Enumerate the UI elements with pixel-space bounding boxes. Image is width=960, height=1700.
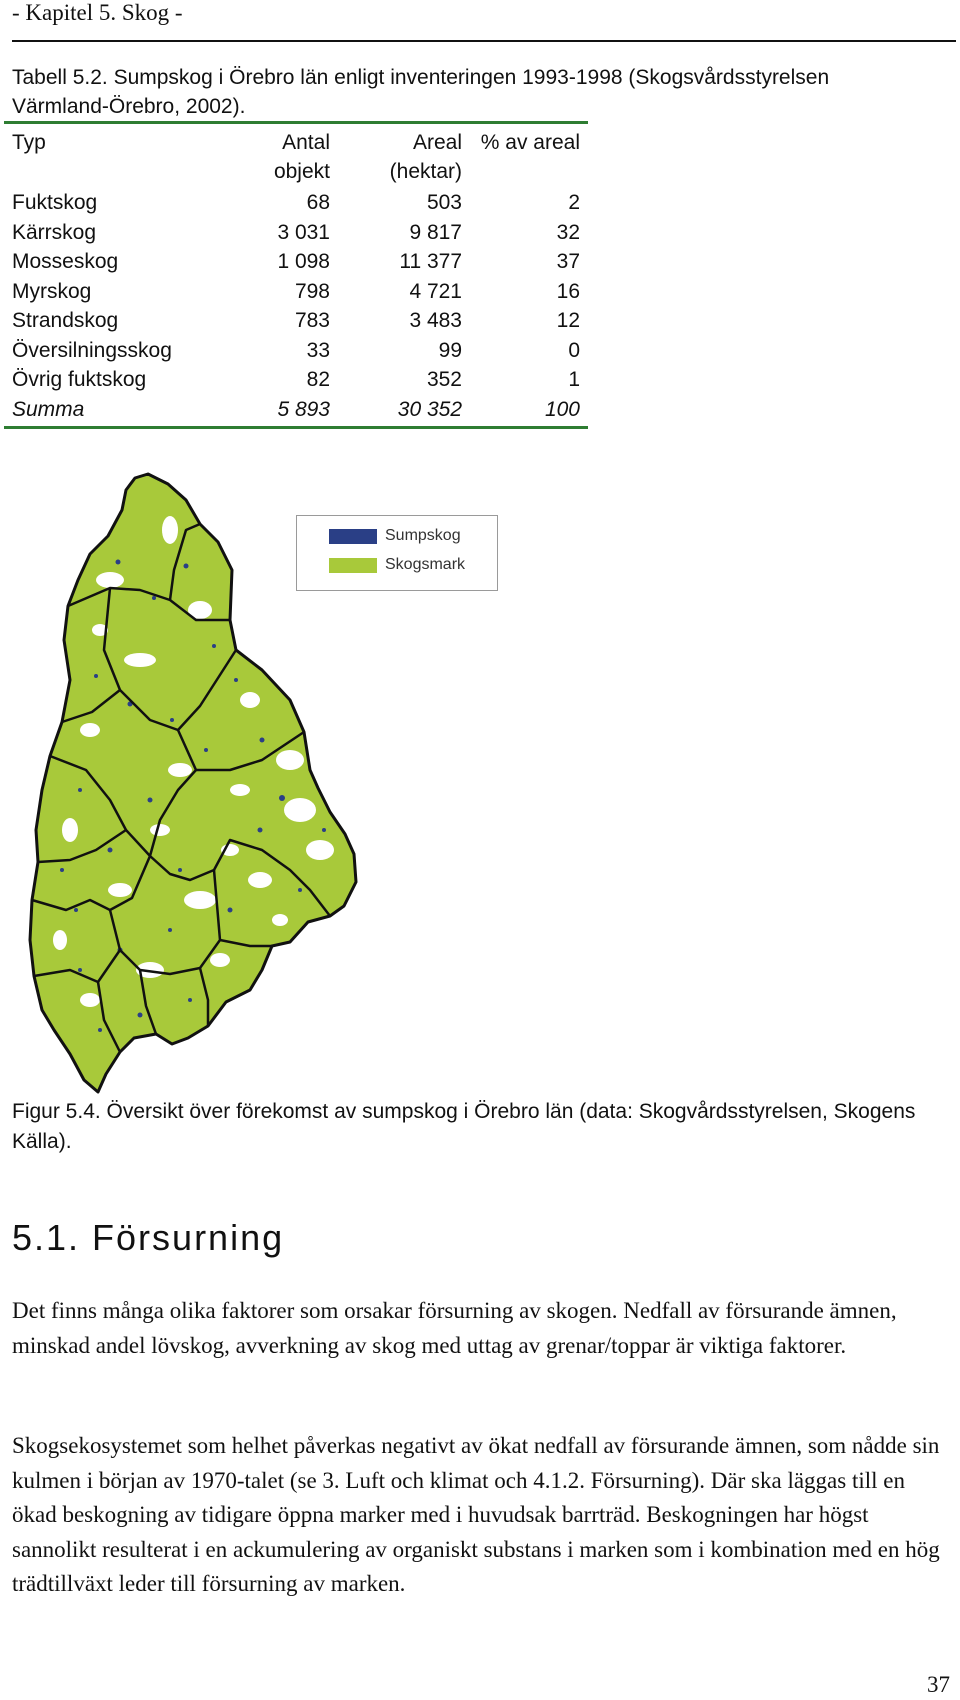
table-row <box>4 218 588 248</box>
cell-areal: 4 721 <box>409 279 462 303</box>
cell-typ: Fuktskog <box>12 191 98 214</box>
page-number: 37 <box>927 1672 950 1697</box>
cell-areal: 99 <box>438 338 462 362</box>
table-row <box>4 365 588 395</box>
sumpskog-table <box>4 121 588 429</box>
table-row <box>4 277 588 307</box>
header-rule <box>12 40 956 42</box>
legend-label-skogsmark: Skogsmark <box>385 556 466 573</box>
cell-antal: 783 <box>294 309 330 332</box>
legend-item-skogsmark <box>329 556 465 574</box>
cell-areal: 3 483 <box>409 309 462 332</box>
cell-procent: 16 <box>556 279 580 303</box>
table-header-row <box>4 123 588 187</box>
cell-procent: 2 <box>568 191 580 214</box>
header-antal: Antal objekt <box>273 131 330 183</box>
table-row <box>4 247 588 277</box>
cell-antal: 68 <box>306 191 330 214</box>
legend-swatch-skogsmark <box>329 558 377 573</box>
cell-antal: 798 <box>294 279 330 303</box>
cell-typ: Myrskog <box>12 279 92 303</box>
header-typ: Typ <box>12 131 46 154</box>
cell-procent: 12 <box>556 309 580 332</box>
cell-typ: Mosseskog <box>12 250 119 273</box>
legend-item-sumpskog <box>329 527 461 545</box>
section-title: 5.1. Försurning <box>12 1217 285 1258</box>
cell-typ: Strandskog <box>12 309 119 332</box>
cell-areal: 352 <box>426 368 462 391</box>
header-areal: Areal (hektar) <box>389 131 462 183</box>
legend-swatch-sumpskog <box>329 529 377 544</box>
table-total-row <box>4 395 588 428</box>
cell-areal: 503 <box>426 191 462 214</box>
map-legend <box>296 515 498 591</box>
cell-typ: Översilningsskog <box>12 338 172 362</box>
running-head: - Kapitel 5. Skog - <box>12 0 183 25</box>
cell-procent: 1 <box>568 368 580 391</box>
cell-antal: 5 893 <box>277 397 330 421</box>
cell-antal: 1 098 <box>277 250 330 273</box>
cell-antal: 3 031 <box>277 220 330 244</box>
figure-caption: Figur 5.4. Översikt över förekomst av sumpskog i Örebro län (data: Skogvårdsstyrelsen, Skogens Källa). <box>12 1100 916 1153</box>
cell-typ: Övrig fuktskog <box>12 368 147 391</box>
cell-areal: 11 377 <box>399 250 462 273</box>
cell-areal: 30 352 <box>397 397 462 421</box>
cell-antal: 33 <box>306 338 330 362</box>
cell-typ: Kärrskog <box>12 220 97 244</box>
cell-procent: 32 <box>556 220 580 244</box>
cell-areal: 9 817 <box>409 220 462 244</box>
paragraph: Det finns många olika faktorer som orsakar försurning av skogen. Nedfall av försurande ämnen, minskad andel lövskog, avverkning av skog med uttag av grenar/toppar är viktiga faktorer. <box>12 1298 897 1358</box>
table-row <box>4 336 588 366</box>
table-caption: Tabell 5.2. Sumpskog i Örebro län enligt inventeringen 1993-1998 (Skogsvårdsstyrelsen Värmland-Örebro, 2002). <box>12 66 830 118</box>
table-row <box>4 306 588 336</box>
table-row <box>4 186 588 218</box>
cell-antal: 82 <box>306 368 330 391</box>
legend-label-sumpskog: Sumpskog <box>385 527 461 544</box>
header-procent: % av areal <box>480 131 580 154</box>
cell-typ: Summa <box>12 397 85 421</box>
cell-procent: 0 <box>568 338 580 362</box>
paragraph: Skogsekosystemet som helhet påverkas negativt av ökat nedfall av försurande ämnen, som nådde sin kulmen i början av 1970-talet (se 3. Luft och klimat och 4.1.2. Försurning). Där ska läggas till en ökad beskogning av tidigare öppna marker med i huvudsak barrträd. Beskogningen har högst sannolikt resulterat i en ackumulering av organiskt substans i marken som i kombination med en hög trädtillväxt leder till försurning av marken. <box>12 1433 940 1596</box>
cell-procent: 100 <box>544 397 580 421</box>
cell-procent: 37 <box>556 250 580 273</box>
